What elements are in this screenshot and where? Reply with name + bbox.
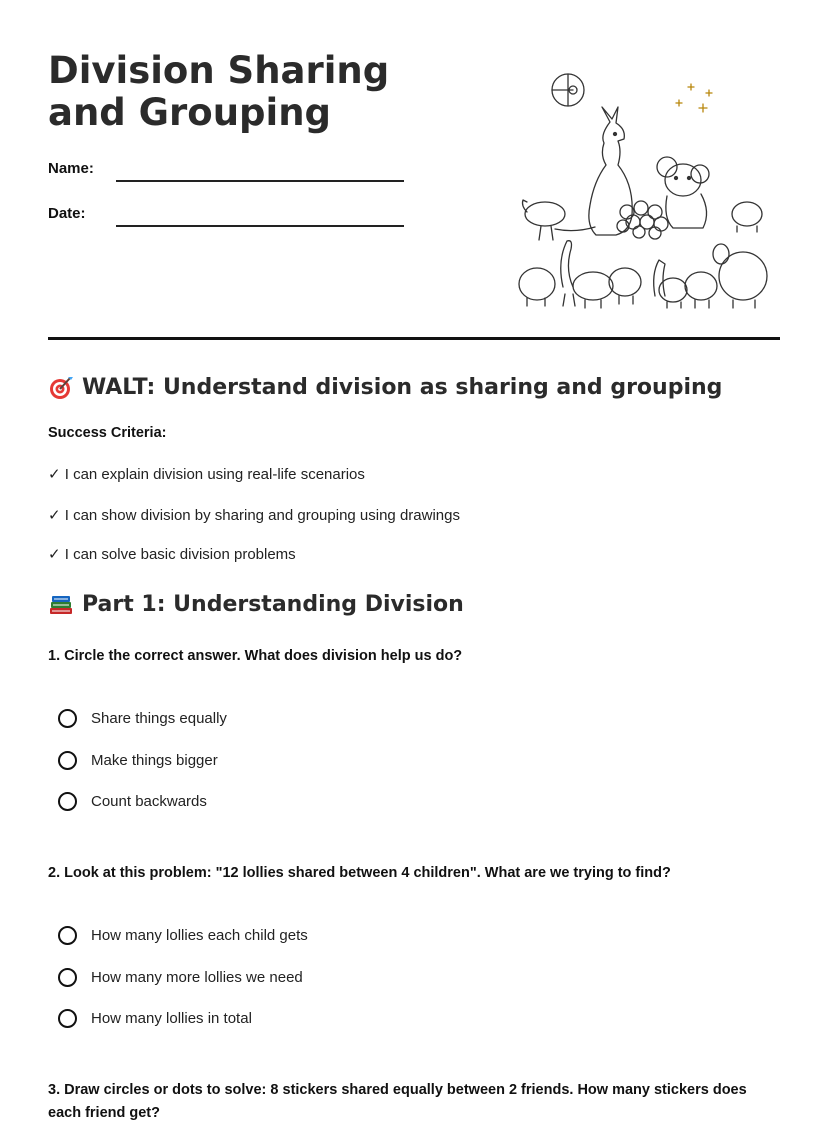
ball-pile-drawing	[617, 201, 668, 239]
q1-option-bigger[interactable]	[58, 751, 218, 770]
option-label: How many lollies in total	[91, 1010, 252, 1027]
part1-heading	[48, 591, 464, 617]
radio-circle[interactable]	[58, 968, 77, 987]
option-label: Count backwards	[91, 793, 207, 810]
name-label: Name:	[48, 160, 94, 177]
section-divider	[48, 337, 780, 340]
australian-animals-illustration	[515, 62, 775, 312]
q2-option-total[interactable]	[58, 1009, 252, 1028]
radio-circle[interactable]	[58, 751, 77, 770]
q2-option-more[interactable]	[58, 968, 303, 987]
option-label: Share things equally	[91, 710, 227, 727]
radio-circle[interactable]	[58, 709, 77, 728]
criteria-item: ✓ I can solve basic division problems	[48, 546, 296, 563]
koala-drawing	[657, 157, 709, 228]
q1-option-backwards[interactable]	[58, 792, 207, 811]
date-line[interactable]	[116, 225, 404, 227]
option-label: Make things bigger	[91, 752, 218, 769]
name-line[interactable]	[116, 180, 404, 182]
walt-heading-text: WALT: Understand division as sharing and grouping	[82, 374, 723, 400]
sun-icon	[552, 74, 584, 106]
page-title: Division Sharing and Grouping	[48, 49, 390, 134]
q2-option-each[interactable]	[58, 926, 308, 945]
question-2: 2. Look at this problem: "12 lollies shared between 4 children". What are we trying to find?	[48, 865, 671, 881]
option-label: How many more lollies we need	[91, 969, 303, 986]
radio-circle[interactable]	[58, 792, 77, 811]
target-icon	[48, 374, 74, 400]
question-1: 1. Circle the correct answer. What does division help us do?	[48, 648, 463, 664]
bottom-animals-drawing	[519, 241, 767, 308]
radio-circle[interactable]	[58, 926, 77, 945]
date-label: Date:	[48, 205, 86, 222]
success-criteria-label: Success Criteria:	[48, 425, 167, 441]
radio-circle[interactable]	[58, 1009, 77, 1028]
emu-drawing	[523, 200, 566, 240]
question-3: 3. Draw circles or dots to solve: 8 stickers shared equally between 2 friends. How many stickers does each friend get?	[48, 1082, 747, 1121]
q1-option-share[interactable]	[58, 709, 227, 728]
criteria-item: ✓ I can show division by sharing and grouping using drawings	[48, 507, 460, 524]
walt-heading	[48, 374, 722, 400]
part1-heading-text: Part 1: Understanding Division	[82, 591, 464, 617]
books-icon	[48, 591, 74, 617]
sparkle-icon	[676, 84, 712, 112]
criteria-item: ✓ I can explain division using real-life scenarios	[48, 466, 365, 483]
option-label: How many lollies each child gets	[91, 927, 308, 944]
wombat-drawing	[732, 202, 762, 232]
